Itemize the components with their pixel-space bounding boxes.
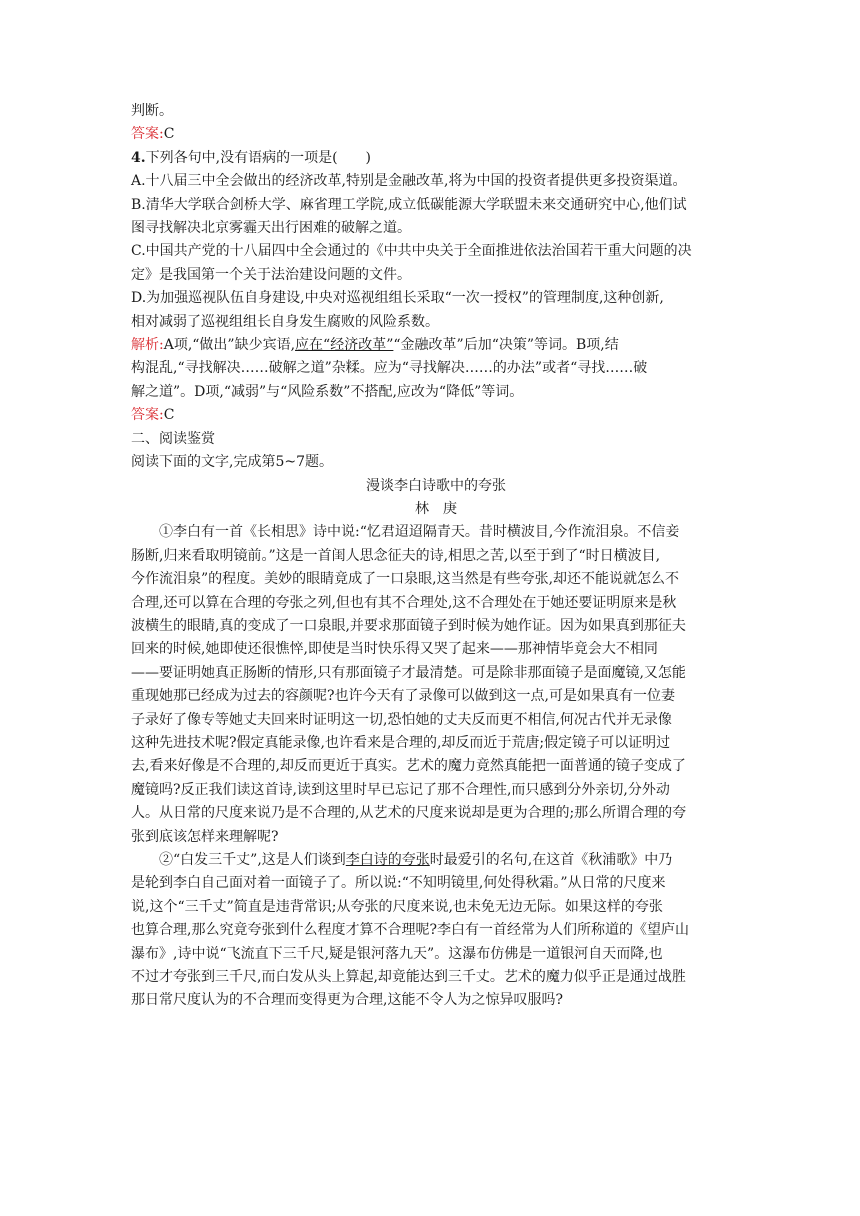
answer-value: C: [163, 407, 175, 424]
analysis-underlined: 应在“经济改革”: [295, 337, 394, 354]
article-title: 漫谈李白诗歌中的夸张: [366, 477, 506, 494]
analysis-text-a: A项,“做出”缺少宾语,: [163, 337, 296, 354]
q3-tail: 判断。: [131, 103, 173, 119]
option-b-line-2: 图寻找解决北京雾霾天出行困难的破解之道。: [131, 220, 411, 237]
analysis-line-3: 解之道”。D项,“减弱”与“风险系数”不搭配,应改为“降低”等词。: [131, 383, 524, 400]
paragraph-line: 回来的时候,她即使还很憔悴,即使是当时快乐得又哭了起来——那神情毕竟会大不相同: [131, 641, 658, 658]
paragraph-line: [131, 849, 741, 872]
document-page: [131, 100, 741, 1013]
paragraph-line: 魔镜吗?反正我们读这首诗,读到这里时早已忘记了那不合理性,而只感到分外亲切,分外动: [131, 781, 670, 798]
paragraph-line: 那日常尺度认为的不合理而变得更为合理,这能不令人为之惊异叹服吗?: [131, 992, 563, 1009]
analysis-text-b: “金融改革”后加“决策”等词。B项,结: [393, 337, 619, 354]
q4-answer: [131, 404, 741, 427]
section-heading: 二、阅读鉴赏: [131, 430, 215, 447]
analysis-label: 解析:: [131, 337, 164, 354]
q3-answer: [131, 123, 741, 146]
paragraph-line: 张到底该怎样来理解呢?: [131, 828, 279, 845]
paragraph-line: ①李白有一首《长相思》诗中说:“忆君迢迢隔青天。昔时横波目,今作流泪泉。不信妾: [159, 524, 680, 541]
paragraph-line: 今作流泪泉”的程度。美妙的眼睛竟成了一口泉眼,这当然是有些夸张,却还不能说就怎么不: [131, 571, 680, 588]
paragraph-line: 这种先进技术呢?假定真能录像,也许看来是合理的,却反而近于荒唐;假定镜子可以证明过: [131, 734, 671, 751]
paragraph-line: 合理,还可以算在合理的夸张之列,但也有其不合理处,这不合理处在于她还要证明原来是秋: [131, 594, 677, 611]
paragraph-line: 人。从日常的尺度来说乃是不合理的,从艺术的尺度来说却是更为合理的;那么所谓合理的夸: [131, 805, 687, 822]
para2-text-b: 时最爱引的名句,在这首《秋浦歌》中乃: [429, 852, 673, 868]
option-a: A.十八届三中全会做出的经济改革,特别是金融改革,将为中国的投资者提供更多投资渠道。: [131, 173, 687, 190]
question-number: 4.: [131, 149, 146, 166]
option-c-line-1: C.中国共产党的十八届四中全会通过的《中共中央关于全面推进依法治国若干重大问题的决: [131, 243, 692, 260]
paragraph-line: 去,看来好像是不合理的,却反而更近于真实。艺术的魔力竟然真能把一面普通的镜子变成了: [131, 758, 686, 775]
option-c-line-2: 定》是我国第一个关于法治建设问题的文件。: [131, 266, 411, 283]
question-text: 下列各句中,没有语病的一项是( ): [145, 149, 371, 166]
answer-value: C: [163, 126, 175, 143]
analysis-line-2: 构混乱,“寻找解决……破解之道”杂糅。应为“寻找解决……的办法”或者“寻找……破: [131, 360, 648, 377]
option-d-line-2: 相对减弱了巡视组组长自身发生腐败的风险系数。: [131, 313, 439, 330]
option-d-line-1: D.为加强巡视队伍自身建设,中央对巡视组组长采取“一次一授权”的管理制度,这种创新,: [131, 290, 664, 307]
question-4-stem: [131, 147, 741, 170]
paragraph-line: 波横生的眼睛,真的变成了一口泉眼,并要求那面镜子到时候为她作证。因为如果真到那征夫: [131, 617, 686, 634]
answer-label: 答案:: [131, 126, 164, 143]
answer-label: 答案:: [131, 407, 164, 424]
paragraph-line: 重现她那已经成为过去的容颜呢?也许今天有了录像可以做到这一点,可是如果真有一位妻: [131, 688, 675, 705]
paragraph-line: 是轮到李白自己面对着一面镜子了。所以说:“不知明镜里,何处得秋霜。”从日常的尺度来: [131, 875, 666, 892]
section-instruction: 阅读下面的文字,完成第5~7题。: [131, 454, 333, 471]
analysis-line-1: [131, 334, 741, 357]
paragraph-line: 子录好了像专等她丈夫回来时证明这一切,恐怕她的丈夫反而更不相信,何况古代并无录像: [131, 711, 672, 728]
paragraph-line: 说,这个“三千丈”简直是违背常识;从夸张的尺度来说,也未免无边无际。如果这样的夸张: [131, 898, 663, 915]
article-author: 林 庚: [415, 500, 457, 517]
paragraph-line: 瀑布》,诗中说“飞流直下三千尺,疑是银河落九天”。这瀑布仿佛是一道银河自天而降,也: [131, 945, 663, 962]
paragraph-2: [131, 849, 741, 1013]
paragraph-1: [131, 521, 741, 849]
para2-text-a: ②“白发三千丈”,这是人们谈到: [159, 852, 346, 868]
paragraph-line: ——要证明她真正肠断的情形,只有那面镜子才最清楚。可是除非那面镜子是面魔镜,又怎能: [131, 664, 686, 681]
paragraph-line: 不过才夸张到三千尺,而白发从头上算起,却竟能达到三千丈。艺术的魔力似乎正是通过战胜: [131, 969, 686, 986]
para2-underlined: 李白诗的夸张: [345, 852, 430, 868]
paragraph-line: 也算合理,那么究竟夸张到什么程度才算不合理呢?李白有一首经常为人们所称道的《望庐山: [131, 922, 689, 939]
option-b-line-1: B.清华大学联合剑桥大学、麻省理工学院,成立低碳能源大学联盟未来交通研究中心,他们试: [131, 196, 687, 213]
paragraph-line: 肠断,归来看取明镜前。”这是一首闺人思念征夫的诗,相思之苦,以至于到了“时日横波目,: [131, 547, 661, 564]
